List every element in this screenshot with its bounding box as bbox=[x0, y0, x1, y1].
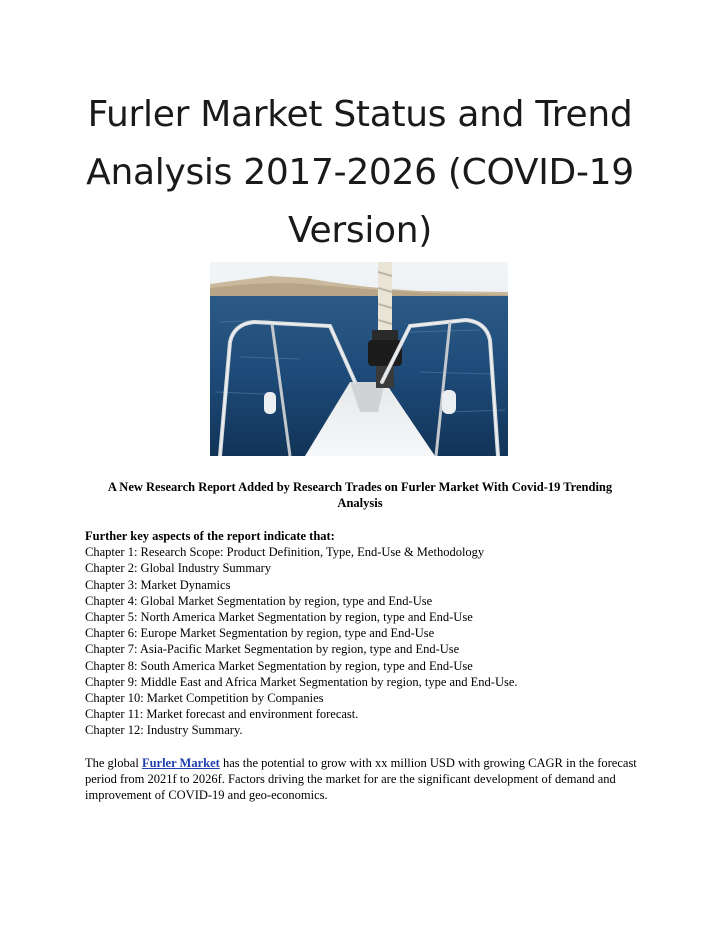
chapter-item: Chapter 1: Research Scope: Product Definition, Type, End-Use & Methodology bbox=[85, 545, 485, 560]
chapter-item: Chapter 7: Asia-Pacific Market Segmentation by region, type and End-Use bbox=[85, 642, 460, 657]
aspects-heading: Further key aspects of the report indicate that: bbox=[85, 529, 335, 543]
chapter-item: Chapter 9: Middle East and Africa Market Segmentation by region, type and End-Use. bbox=[85, 674, 518, 689]
chapter-list bbox=[85, 544, 645, 738]
chapter-item: Chapter 4: Global Market Segmentation by region, type and End-Use bbox=[85, 593, 433, 608]
chapter-item: Chapter 5: North America Market Segmentation by region, type and End-Use bbox=[85, 610, 473, 625]
chapter-item: Chapter 6: Europe Market Segmentation by region, type and End-Use bbox=[85, 626, 435, 641]
paragraph-suffix: has the potential to grow with xx million USD with growing CAGR in the forecast period from 2021f to 2026f. Factors driving the market for are the significant development of demand and improvement of COVID-19 and geo-economics. bbox=[85, 755, 637, 803]
report-body bbox=[85, 528, 645, 803]
document-title: Furler Market Status and Trend Analysis 2017-2026 (COVID-19 Version) bbox=[86, 94, 634, 251]
market-paragraph bbox=[85, 755, 645, 804]
report-subheading: A New Research Report Added by Research Trades on Furler Market With Covid-19 Trending Analysis bbox=[107, 480, 613, 510]
sailboat-bow-photo bbox=[210, 262, 508, 456]
chapter-item: Chapter 11: Market forecast and environment forecast. bbox=[85, 707, 359, 722]
chapter-item: Chapter 10: Market Competition by Companies bbox=[85, 691, 324, 706]
chapter-item: Chapter 2: Global Industry Summary bbox=[85, 561, 272, 576]
furler-market-link[interactable]: Furler Market bbox=[141, 755, 220, 770]
chapter-item: Chapter 8: South America Market Segmentation by region, type and End-Use bbox=[85, 658, 473, 673]
chapter-item: Chapter 3: Market Dynamics bbox=[85, 577, 231, 592]
paragraph-prefix: The global bbox=[85, 755, 142, 770]
chapter-item: Chapter 12: Industry Summary. bbox=[85, 723, 243, 738]
